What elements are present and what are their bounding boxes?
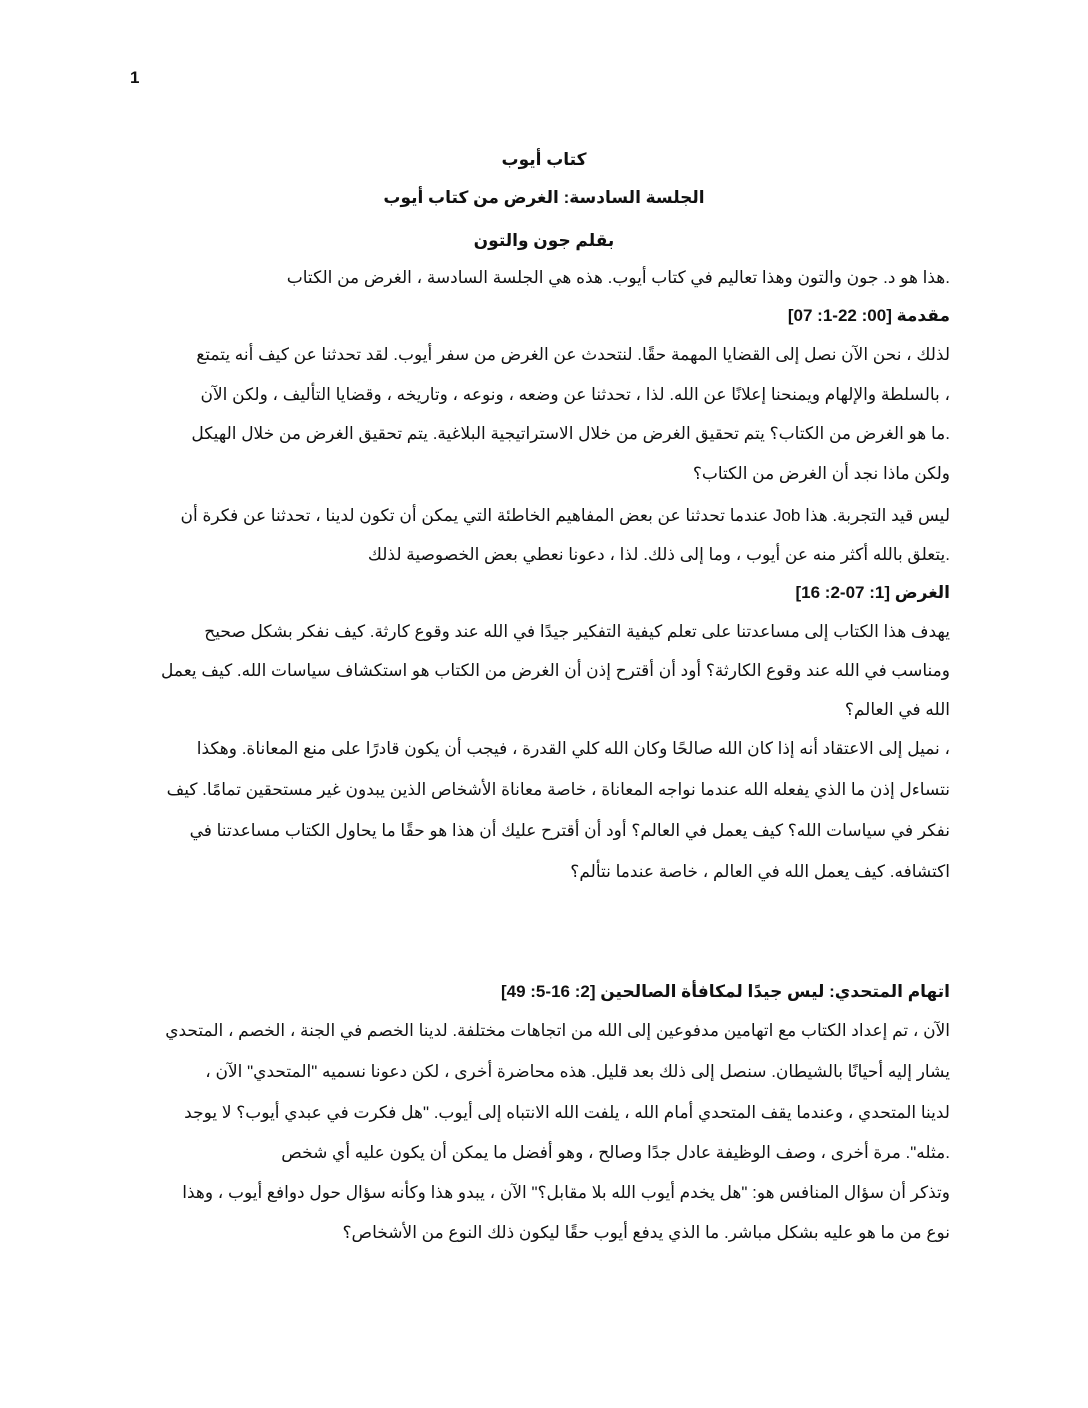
document-title: كتاب أيوب <box>501 150 587 169</box>
paragraph-line: .ما هو الغرض من الكتاب؟ يتم تحقيق الغرض من خلال الاستراتيجية البلاغية. يتم تحقيق الغرض من خلال الهيكل <box>191 424 950 443</box>
page-number: 1 <box>130 68 140 87</box>
paragraph-line: يشار إليه أحيانًا بالشيطان. سنصل إلى ذلك بعد قليل. هذه محاضرة أخرى ، لكن دعونا نسميه "المتحدي" الآن ، <box>205 1062 950 1081</box>
section-heading-challenger: اتهام المتحدي: ليس جيدًا لمكافأة الصالحين [2: 16-5: 49] <box>500 982 950 1001</box>
paragraph-line: ومناسب في الله عند وقوع الكارثة؟ أود أن أقترح إذن أن الغرض من الكتاب هو استكشاف سياسات الله. كيف يعمل <box>161 661 950 680</box>
section-heading-purpose: الغرض [1: 07-2: 16] <box>795 583 950 602</box>
paragraph-line: ، نميل إلى الاعتقاد أنه إذا كان الله صالحًا وكان الله كلي القدرة ، فيجب أن يكون قادرًا على منع المعاناة. وهكذا <box>196 739 950 758</box>
paragraph-line: ، بالسلطة والإلهام ويمنحنا إعلانًا عن الله. لذا ، تحدثنا عن وضعه ، ونوعه ، وتاريخه ، وقضايا التأليف ، ولكن الآن <box>200 385 950 404</box>
intro-line: .هذا هو د. جون والتون وهذا تعاليم في كتاب أيوب. هذه هي الجلسة السادسة ، الغرض من الكتاب <box>286 268 950 287</box>
document-author: بقلم جون والتون <box>473 231 615 250</box>
paragraph-line: اكتشافه. كيف يعمل الله في العالم ، خاصة عندما نتألم؟ <box>570 862 950 881</box>
paragraph-line: يهدف هذا الكتاب إلى مساعدتنا على تعلم كيفية التفكير جيدًا في الله عند وقوع كارثة. كيف نفكر بشكل صحيح <box>204 622 950 641</box>
paragraph-line: .يتعلق بالله أكثر منه عن أيوب ، وما إلى ذلك. لذا ، دعونا نعطي بعض الخصوصية لذلك <box>367 545 950 564</box>
paragraph-line: لدينا المتحدي ، وعندما يقف المتحدي أمام الله ، يلفت الله الانتباه إلى أيوب. "هل فكرت في عبدي أيوب؟ لا يوجد <box>184 1103 950 1122</box>
paragraph-line: ولكن ماذا نجد أن الغرض من الكتاب؟ <box>692 464 950 483</box>
paragraph-line: لذلك ، نحن الآن نصل إلى القضايا المهمة حقًا. لنتحدث عن الغرض من سفر أيوب. لقد تحدثنا عن كيف أنه يتمتع <box>196 345 950 364</box>
section-heading-introduction: مقدمة [00: 22-1: 07] <box>787 306 950 325</box>
paragraph-line: نتساءل إذن ما الذي يفعله الله عندما نواجه المعاناة ، خاصة معاناة الأشخاص الذين يبدون غير مستحقين تمامًا. كيف <box>166 780 950 799</box>
paragraph-line: وتذكر أن سؤال المنافس هو: "هل يخدم أيوب الله بلا مقابل؟" الآن ، يبدو هذا وكأنه سؤال حول دوافع أيوب ، وهذا <box>182 1183 950 1202</box>
document-subtitle: الجلسة السادسة: الغرض من كتاب أيوب <box>383 188 705 207</box>
paragraph-line: ليس قيد التجربة. هذا Job عندما تحدثنا عن بعض المفاهيم الخاطئة التي يمكن أن تكون لدينا ، تحدثنا عن فكرة أن <box>180 506 950 525</box>
paragraph-line: الآن ، تم إعداد الكتاب مع اتهامين مدفوعين إلى الله من اتجاهات مختلفة. لدينا الخصم في الجنة ، الخصم ، المتحدي <box>165 1021 950 1040</box>
paragraph-line: الله في العالم؟ <box>844 700 950 719</box>
paragraph-line: نوع من ما هو عليه بشكل مباشر. ما الذي يدفع أيوب حقًا ليكون ذلك النوع من الأشخاص؟ <box>342 1223 950 1242</box>
paragraph-line: .مثله". مرة أخرى ، وصف الوظيفة عادل جدًا وصالح ، وهو أفضل ما يمكن أن يكون عليه أي شخص <box>281 1143 950 1162</box>
paragraph-line: نفكر في سياسات الله؟ كيف يعمل في العالم؟ أود أن أقترح عليك أن هذا هو حقًا ما يحاول الكتاب مساعدتنا في <box>189 821 950 840</box>
